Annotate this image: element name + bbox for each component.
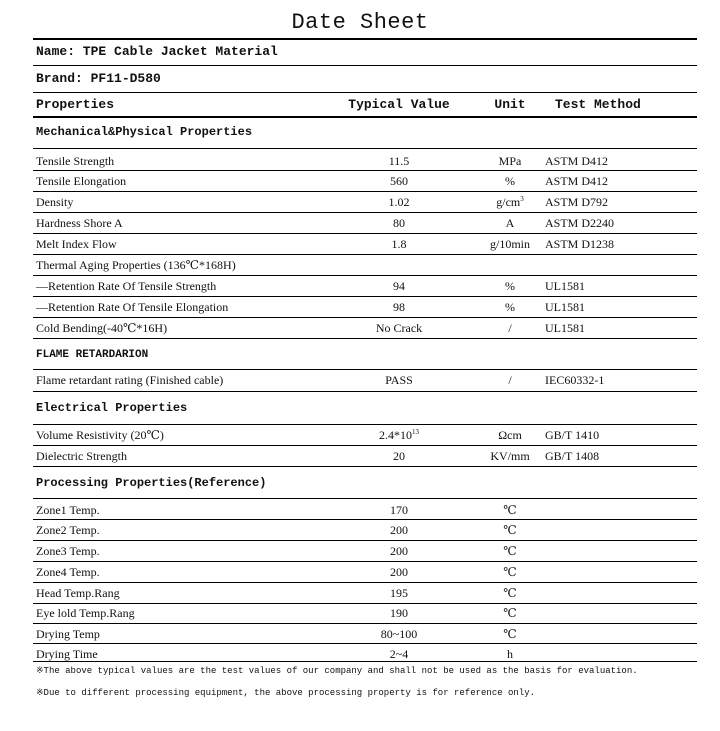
row-divider	[33, 317, 697, 318]
property-name	[36, 174, 126, 189]
row-divider	[33, 191, 697, 192]
test-method-text: ASTM D1238	[545, 237, 615, 251]
typical-value-text: 80	[393, 216, 405, 230]
property-name	[36, 565, 100, 580]
unit	[481, 586, 539, 601]
divider	[33, 92, 697, 93]
test-method	[545, 300, 585, 315]
test-method-text: UL1581	[545, 300, 585, 314]
typical-value	[333, 428, 465, 443]
row-divider	[33, 603, 697, 604]
unit-text: /	[508, 321, 512, 335]
unit-text: g/cm	[496, 195, 521, 209]
row-divider	[33, 643, 697, 644]
unit	[481, 544, 539, 559]
divider	[33, 148, 697, 149]
unit-text: A	[505, 216, 515, 230]
property-name-text: Zone3 Temp.	[36, 544, 100, 558]
typical-value-text: 1.02	[388, 195, 410, 209]
typical-value	[333, 321, 465, 336]
typical-value-text: 170	[390, 503, 408, 517]
property-name-text: Zone4 Temp.	[36, 565, 100, 579]
unit	[481, 523, 539, 538]
property-name	[36, 428, 164, 443]
row-divider	[33, 661, 697, 662]
test-method	[545, 373, 604, 388]
unit-text: ℃	[503, 544, 517, 558]
property-name-text: Dielectric Strength	[36, 449, 127, 463]
unit	[481, 627, 539, 642]
row-divider	[33, 519, 697, 520]
property-name	[36, 237, 117, 252]
property-name-text: Flame retardant rating (Finished cable)	[36, 373, 224, 387]
typical-value-text: 11.5	[388, 154, 410, 168]
row-divider	[33, 623, 697, 624]
test-method-text: ASTM D792	[545, 195, 609, 209]
property-name-text: Density	[36, 195, 74, 209]
typical-value-text: 2~4	[389, 647, 409, 661]
typical-value-text: 190	[390, 606, 408, 620]
typical-value	[333, 647, 465, 662]
divider	[33, 424, 697, 425]
unit-text: /	[508, 373, 512, 387]
typical-value-text: 195	[390, 586, 408, 600]
row-divider	[33, 338, 697, 339]
typical-value	[333, 565, 465, 580]
header-typical-value: Typical Value	[348, 97, 450, 112]
unit	[481, 237, 539, 252]
property-name	[36, 449, 127, 464]
unit-text: KV/mm	[490, 449, 530, 463]
unit-text: ℃	[503, 606, 517, 620]
property-name-text: Hardness Shore A	[36, 216, 123, 230]
unit	[481, 174, 539, 189]
row-divider	[33, 540, 697, 541]
footnote: ※Due to different processing equipment, the above processing property is for reference only.	[36, 688, 536, 698]
unit	[481, 300, 539, 315]
typical-value	[333, 373, 465, 388]
header-unit: Unit	[494, 97, 526, 112]
property-name	[36, 195, 73, 210]
divider	[33, 65, 697, 66]
typical-value-text: 98	[393, 300, 405, 314]
property-name	[36, 523, 100, 538]
unit-exponent: 3	[520, 195, 524, 203]
row-divider	[33, 170, 697, 171]
test-method-text: GB/T 1410	[545, 428, 600, 442]
header-test-method: Test Method	[555, 97, 641, 112]
typical-value	[333, 503, 465, 518]
property-name-text: —Retention Rate Of Tensile Elongation	[36, 300, 229, 314]
typical-value-text: 94	[393, 279, 405, 293]
typical-value-text: 200	[390, 544, 408, 558]
header-properties: Properties	[36, 97, 115, 112]
test-method-text: UL1581	[545, 321, 585, 335]
row-divider	[33, 233, 697, 234]
typical-value	[333, 523, 465, 538]
property-name	[36, 503, 100, 518]
unit-text: Ωcm	[498, 428, 522, 442]
property-name-text: Zone2 Temp.	[36, 523, 100, 537]
test-method	[545, 237, 614, 252]
unit	[481, 373, 539, 388]
value-exponent: 13	[412, 428, 419, 436]
unit-text: ℃	[503, 523, 517, 537]
typical-value	[333, 195, 465, 210]
unit	[481, 279, 539, 294]
typical-value	[333, 586, 465, 601]
test-method	[545, 216, 614, 231]
property-name-text: Melt Index Flow	[36, 237, 117, 251]
property-name-text: —Retention Rate Of Tensile Strength	[36, 279, 217, 293]
unit	[481, 647, 539, 662]
typical-value	[333, 174, 465, 189]
property-name-text: Tensile Strength	[36, 154, 115, 168]
row-divider	[33, 296, 697, 297]
property-name	[36, 154, 114, 169]
unit	[481, 154, 539, 169]
footnote: ※The above typical values are the test values of our company and shall not be used as the basis for evaluation.	[36, 666, 638, 676]
property-name-text: Cold Bending(-40℃*16H)	[36, 321, 168, 335]
typical-value-text: 20	[393, 449, 405, 463]
property-name	[36, 321, 167, 336]
typical-value-text: 2.4*10	[379, 428, 412, 442]
property-name	[36, 373, 223, 388]
property-name-text: Volume Resistivity (20℃)	[36, 428, 164, 442]
row-divider	[33, 275, 697, 276]
section-electrical: Electrical Properties	[36, 401, 188, 415]
divider	[33, 498, 697, 499]
divider	[33, 116, 697, 118]
typical-value	[333, 606, 465, 621]
property-name	[36, 627, 100, 642]
property-name-text: Head Temp.Rang	[36, 586, 120, 600]
unit	[481, 503, 539, 518]
unit	[481, 195, 539, 210]
property-name-text: Eye lold Temp.Rang	[36, 606, 135, 620]
unit-text: g/10min	[489, 237, 530, 251]
test-method	[545, 428, 599, 443]
property-name	[36, 647, 98, 662]
unit-text: ℃	[503, 565, 517, 579]
property-name	[36, 544, 100, 559]
unit	[481, 428, 539, 443]
test-method	[545, 195, 608, 210]
property-name	[36, 300, 228, 315]
test-method	[545, 154, 608, 169]
product-brand: Brand: PF11-D580	[36, 71, 161, 86]
test-method-text: UL1581	[545, 279, 585, 293]
typical-value	[333, 154, 465, 169]
section-processing: Processing Properties(Reference)	[36, 476, 267, 490]
divider	[33, 369, 697, 370]
property-name	[36, 586, 120, 601]
unit	[481, 449, 539, 464]
property-name	[36, 279, 216, 294]
property-name	[36, 258, 236, 273]
test-method	[545, 449, 599, 464]
row-divider	[33, 466, 697, 467]
unit	[481, 321, 539, 336]
typical-value	[333, 627, 465, 642]
unit-text: %	[505, 174, 515, 188]
row-divider	[33, 445, 697, 446]
unit-text: %	[505, 279, 515, 293]
typical-value-text: 80~100	[380, 627, 418, 641]
test-method-text: ASTM D412	[545, 154, 609, 168]
typical-value	[333, 449, 465, 464]
test-method	[545, 174, 608, 189]
typical-value-text: 200	[390, 523, 408, 537]
section-flame-retardant: FLAME RETARDARION	[36, 349, 149, 361]
property-name-text: Drying Temp	[36, 627, 100, 641]
typical-value-text: 1.8	[391, 237, 407, 251]
typical-value-text: No Crack	[375, 321, 423, 335]
test-method	[545, 279, 585, 294]
typical-value	[333, 544, 465, 559]
test-method-text: IEC60332-1	[545, 373, 605, 387]
datasheet-title: Date Sheet	[291, 10, 429, 35]
property-name-text: Tensile Elongation	[36, 174, 127, 188]
property-name	[36, 216, 123, 231]
unit-text: ℃	[503, 503, 517, 517]
row-divider	[33, 391, 697, 392]
unit-text: ℃	[503, 586, 517, 600]
typical-value	[333, 216, 465, 231]
product-name: Name: TPE Cable Jacket Material	[36, 44, 278, 59]
unit-text: ℃	[503, 627, 517, 641]
property-name-text: Zone1 Temp.	[36, 503, 100, 517]
property-name	[36, 606, 135, 621]
property-name-text: Drying Time	[36, 647, 98, 661]
typical-value	[333, 300, 465, 315]
row-divider	[33, 212, 697, 213]
typical-value	[333, 279, 465, 294]
test-method-text: ASTM D412	[545, 174, 609, 188]
test-method-text: ASTM D2240	[545, 216, 615, 230]
unit-text: h	[507, 647, 513, 661]
typical-value	[333, 237, 465, 252]
test-method-text: GB/T 1408	[545, 449, 600, 463]
typical-value-text: 200	[390, 565, 408, 579]
section-mechanical-physical: Mechanical&Physical Properties	[36, 125, 253, 139]
property-name-text: Thermal Aging Properties (136℃*168H)	[36, 258, 236, 272]
typical-value-text: PASS	[385, 373, 413, 387]
row-divider	[33, 254, 697, 255]
test-method	[545, 321, 585, 336]
unit-text: MPa	[498, 154, 522, 168]
unit	[481, 216, 539, 231]
unit	[481, 606, 539, 621]
unit-text: %	[505, 300, 515, 314]
row-divider	[33, 582, 697, 583]
row-divider	[33, 561, 697, 562]
unit	[481, 565, 539, 580]
typical-value-text: 560	[390, 174, 408, 188]
divider	[33, 38, 697, 40]
